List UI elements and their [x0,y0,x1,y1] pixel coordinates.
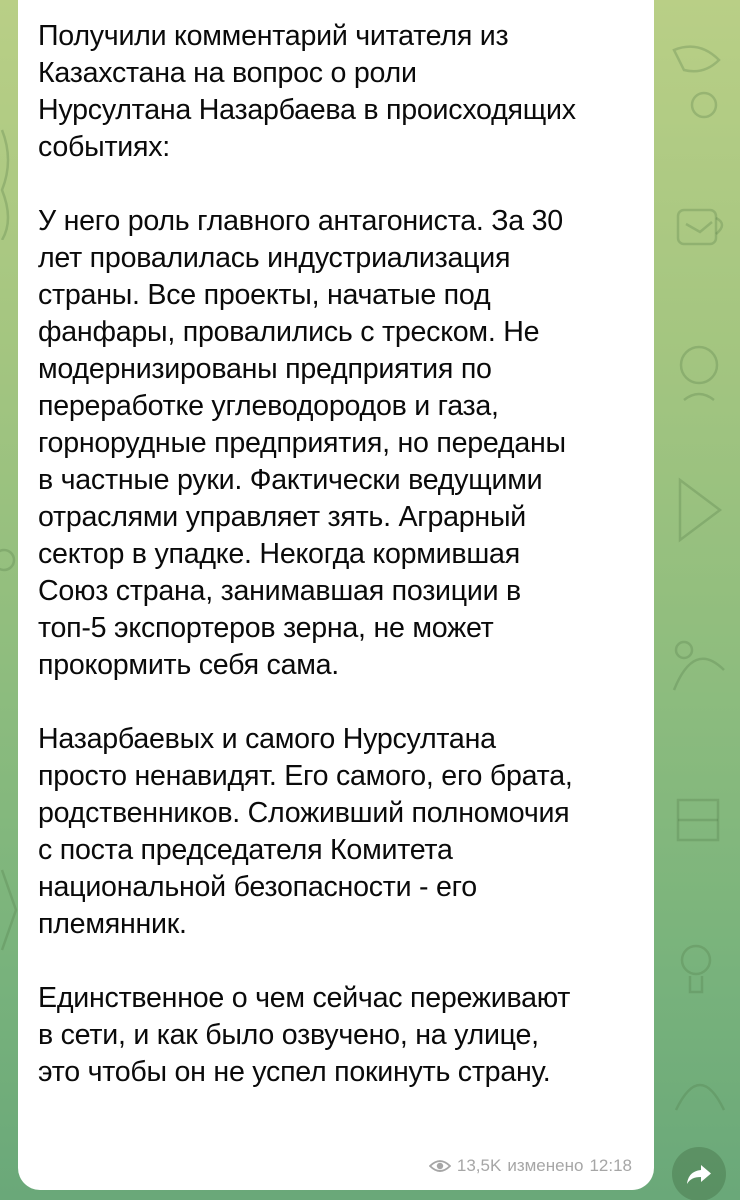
doodle-decoration [668,790,732,870]
doodle-decoration [668,1060,732,1130]
doodle-decoration [668,190,732,270]
message-line: с поста председателя Комитета [38,834,453,866]
paragraph-gap [38,166,640,203]
message-line: прокормить себя сама. [38,649,340,681]
message-line: событиях: [38,131,170,163]
message-line: топ-5 экспортеров зерна, не может [38,612,494,644]
message-time: 12:18 [589,1156,632,1175]
message-line: национальной безопасности - его [38,871,477,903]
doodle-decoration [0,120,18,240]
doodle-decoration [668,470,732,560]
message-line: Назарбаевых и самого Нурсултана [38,723,496,755]
message-line: в частные руки. Фактически ведущими [38,464,543,496]
doodle-decoration [664,630,734,710]
message-line: У него роль главного антагониста. За 30 [38,205,563,237]
paragraph-gap [38,943,640,980]
message-line: племянник. [38,908,187,940]
message-line: это чтобы он не успел покинуть страну. [38,1056,551,1088]
message-text [38,18,640,1091]
message-line: страны. Все проекты, начатые под [38,279,491,311]
message-line: просто ненавидят. Его самого, его брата, [38,760,573,792]
message-line: лет провалилась индустриализация [38,242,511,274]
doodle-decoration [664,40,734,130]
message-line: родственников. Сложивший полномочия [38,797,570,829]
message-meta [429,1156,632,1176]
message-line: Казахстана на вопрос о роли [38,57,417,89]
message-line: Единственное о чем сейчас переживают [38,982,571,1014]
message-line: сектор в упадке. Некогда кормившая [38,538,520,570]
edited-label: изменено [507,1156,584,1175]
message-bubble[interactable] [18,0,654,1190]
message-line: Союз страна, занимавшая позиции в [38,575,521,607]
message-line: в сети, и как было озвучено, на улице, [38,1019,539,1051]
message-line: переработке углеводородов и газа, [38,390,499,422]
message-line: модернизированы предприятия по [38,353,492,385]
doodle-decoration [664,330,734,420]
view-count: 13,5K [456,1156,502,1175]
paragraph-gap [38,684,640,721]
message-line: Нурсултана Назарбаева в происходящих [38,94,576,126]
message-line: горнорудные предприятия, но переданы [38,427,566,459]
message-line: фанфары, провалились с треском. Не [38,316,540,348]
doodle-decoration [664,930,734,1020]
share-button[interactable] [672,1147,726,1200]
eye-icon [429,1158,451,1174]
doodle-decoration [0,520,18,640]
message-line: Получили комментарий читателя из [38,20,509,52]
share-arrow-icon [685,1160,713,1188]
doodle-decoration [0,860,18,980]
message-line: отраслями управляет зять. Аграрный [38,501,526,533]
